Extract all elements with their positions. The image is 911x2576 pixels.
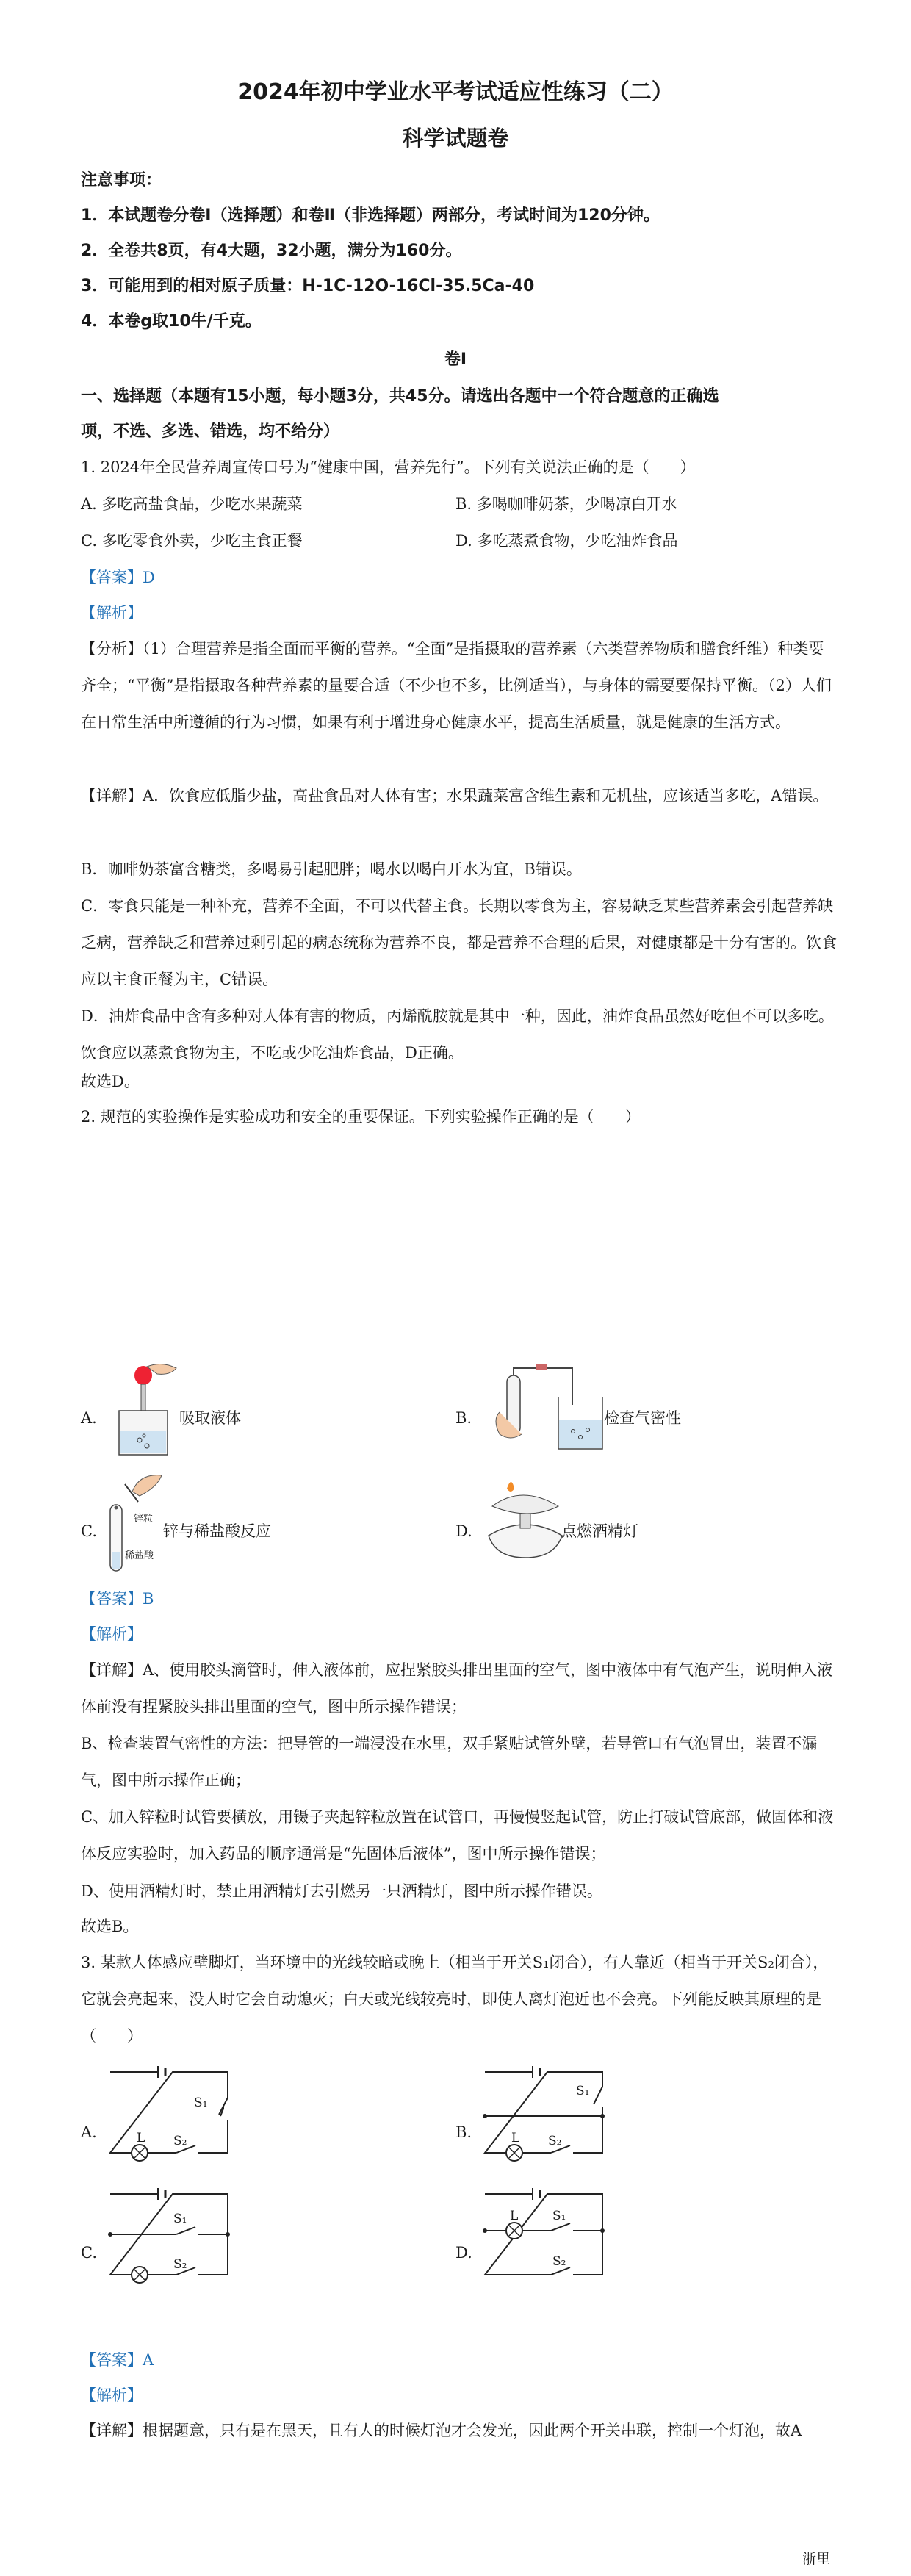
page-footer: 浙里 <box>802 2551 830 2567</box>
circuit-a-lamp-label: L <box>137 2131 145 2145</box>
circuit-d-s1-label: S₁ <box>552 2209 566 2223</box>
acid-liquid-icon <box>112 1552 120 1569</box>
q1-fenxi: 【分析】（1）合理营养是指全面而平衡的营养。“全面”是指摄取的营养素（六类营养物质和膳食纤维）种类要齐全；“平衡”是指摄取各种营养素的量要合适（不少也不多，比例适当），与身体的需要要保持平衡。（2）人们在日常生活中所遵循的行为习惯，如果有利于增进身心健康水平，提高生活质量，就是健康的生活方式。 <box>81 640 832 731</box>
notice-item-1: 1．本试题卷分卷Ⅰ（选择题）和卷Ⅱ（非选择题）两部分，考试时间为120分钟。 <box>81 206 660 225</box>
notice-item-3: 3．可能用到的相对原子质量：H-1C-12O-16Cl-35.5Ca-40 <box>81 277 535 295</box>
hand-lamp-icon <box>492 1495 558 1514</box>
q3-option-c: C. <box>81 2244 97 2262</box>
q1-analysis-label: 【解析】 <box>81 604 143 622</box>
section-heading-line1: 一、选择题（本题有15小题，每小题3分，共45分。请选出各题中一个符合题意的正确选 <box>81 387 719 406</box>
q3-option-b: B. <box>455 2123 472 2141</box>
q2-detail-c: C、加入锌粒时试管要横放，用镊子夹起锌粒放置在试管口，再慢慢竖起试管，防止打破试管底部，做固体和液体反应实验时，加入药品的顺序通常是“先固体后液体”，图中所示操作错误； <box>81 1808 834 1863</box>
q2-option-a-text: 吸取液体 <box>179 1409 241 1427</box>
q1-option-a: A. 多吃高盐食品，少吃水果蔬菜 <box>81 495 303 513</box>
acid-label: 稀盐酸 <box>125 1550 154 1561</box>
section-label: 卷Ⅰ <box>444 350 467 369</box>
circuit-a <box>103 2065 235 2167</box>
zinc-label: 锌粒 <box>134 1514 154 1525</box>
dropper-bottle-figure <box>103 1359 184 1462</box>
lamp-body-icon <box>489 1525 562 1558</box>
notice-heading: 注意事项： <box>81 171 162 190</box>
circuit-b-lamp-label: L <box>511 2131 520 2145</box>
q1-detail-b: B．咖啡奶茶富含糖类，多喝易引起肥胖；喝水以喝白开水为宜，B错误。 <box>81 860 582 878</box>
circuit-d <box>478 2187 610 2289</box>
q2-option-d-letter: D. <box>455 1522 472 1540</box>
q1-option-c: C. 多吃零食外卖，少吃主食正餐 <box>81 532 303 550</box>
q3-option-a: A. <box>81 2123 97 2141</box>
q2-option-d-text: 点燃酒精灯 <box>561 1522 638 1540</box>
dropper-tube-icon <box>141 1384 145 1411</box>
airtightness-figure <box>478 1361 610 1464</box>
q3-answer: 【答案】A <box>81 2351 154 2369</box>
q3-analysis-label: 【解析】 <box>81 2386 143 2404</box>
q3-option-d: D. <box>455 2244 472 2262</box>
circuit-b <box>478 2065 610 2167</box>
notice-item-2: 2．全卷共8页，有4大题，32小题，满分为160分。 <box>81 242 462 260</box>
q3-detail: 【详解】根据题意，只有是在黑天，且有人的时候灯泡才会发光，因此两个开关串联，控制一个灯泡，故A <box>81 2422 802 2439</box>
circuit-a-s2-label: S₂ <box>173 2134 187 2148</box>
q1-answer: 【答案】D <box>81 569 155 586</box>
q2-option-b-letter: B. <box>455 1409 472 1427</box>
page-subtitle: 科学试题卷 <box>402 126 509 151</box>
q2-answer: 【答案】B <box>81 1590 154 1608</box>
q1-detail-a: 【详解】A．饮食应低脂少盐，高盐食品对人体有害；水果蔬菜富含维生素和无机盐，应该适当多吃，A错误。 <box>81 787 829 805</box>
alcohol-lamp-figure <box>478 1477 573 1565</box>
q2-option-a-letter: A. <box>81 1409 97 1427</box>
circuit-c-s1-label: S₁ <box>173 2212 187 2226</box>
delivery-tube-icon <box>514 1368 572 1405</box>
q1-detail-d: D．油炸食品中含有多种对人体有害的物质，丙烯酰胺就是其中一种，因此，油炸食品虽然好吃但不可以多吃。饮食应以蒸煮食物为主，不吃或少吃油炸食品，D正确。 <box>81 1007 834 1062</box>
q2-analysis-label: 【解析】 <box>81 1625 143 1643</box>
q2-detail-a: 【详解】A、使用胶头滴管时，伸入液体前，应捏紧胶头排出里面的空气，图中液体中有气泡产生，说明伸入液体前没有捏紧胶头排出里面的空气，图中所示操作错误； <box>81 1661 833 1716</box>
section-heading-line2: 项，不选、多选、错选，均不给分） <box>81 422 340 441</box>
circuit-b-s2-label: S₂ <box>548 2134 562 2148</box>
hand-icon <box>132 1475 162 1496</box>
q2-detail-d: D、使用酒精灯时，禁止用酒精灯去引燃另一只酒精灯，图中所示操作错误。 <box>81 1882 602 1900</box>
circuit-d-lamp-label: L <box>510 2209 519 2223</box>
circuit-d-s2-label: S₂ <box>552 2254 566 2269</box>
q2-option-c-text: 锌与稀盐酸反应 <box>163 1522 271 1540</box>
q1-option-b: B. 多喝咖啡奶茶，少喝凉白开水 <box>455 495 677 513</box>
circuit-c <box>103 2187 235 2289</box>
q2-option-b-text: 检查气密性 <box>604 1409 681 1427</box>
q1-option-d: D. 多吃蒸煮食物，少吃油炸食品 <box>455 532 678 550</box>
circuit-b-s1-label: S₁ <box>576 2084 590 2098</box>
rubber-joint-icon <box>536 1364 547 1370</box>
notice-item-4: 4．本卷g取10牛/千克。 <box>81 312 262 331</box>
q2-conclusion: 故选B。 <box>81 1918 139 1935</box>
q1-detail-c: C．零食只能是一种补充，营养不全面，不可以代替主食。长期以零食为主，容易缺乏某些营养素会引起营养缺乏病，营养缺乏和营养过剩引起的病态统称为营养不良，都是营养不合理的后果，对健康都是十分有害的。饮食应以主食正餐为主，C错误。 <box>81 897 837 988</box>
q2-stem: 2. 规范的实验操作是实验成功和安全的重要保证。下列实验操作正确的是（ ） <box>81 1108 641 1126</box>
flame-icon <box>507 1482 514 1492</box>
q2-detail-b: B、检查装置气密性的方法：把导管的一端浸没在水里，双手紧贴试管外壁，若导管口有气泡冒出，装置不漏气，图中所示操作正确； <box>81 1735 818 1789</box>
q2-option-c-letter: C. <box>81 1522 97 1540</box>
q1-conclusion: 故选D。 <box>81 1073 140 1090</box>
circuit-c-s2-label: S₂ <box>173 2257 187 2272</box>
page-title: 2024年初中学业水平考试适应性练习（二） <box>237 79 674 105</box>
q1-stem: 1. 2024年全民营养周宣传口号为“健康中国，营养先行”。下列有关说法正确的是（ ） <box>81 458 696 476</box>
circuit-a-s1-label: S₁ <box>194 2095 208 2110</box>
q3-stem: 3. 某款人体感应壁脚灯，当环境中的光线较暗或晚上（相当于开关S₁闭合），有人靠近（相当于开关S₂闭合），它就会亮起来，没人时它会自动熄灭；白天或光线较亮时，即使人离灯泡近也不会亮。下列能反映其原理的是（ ） <box>81 1954 829 2045</box>
